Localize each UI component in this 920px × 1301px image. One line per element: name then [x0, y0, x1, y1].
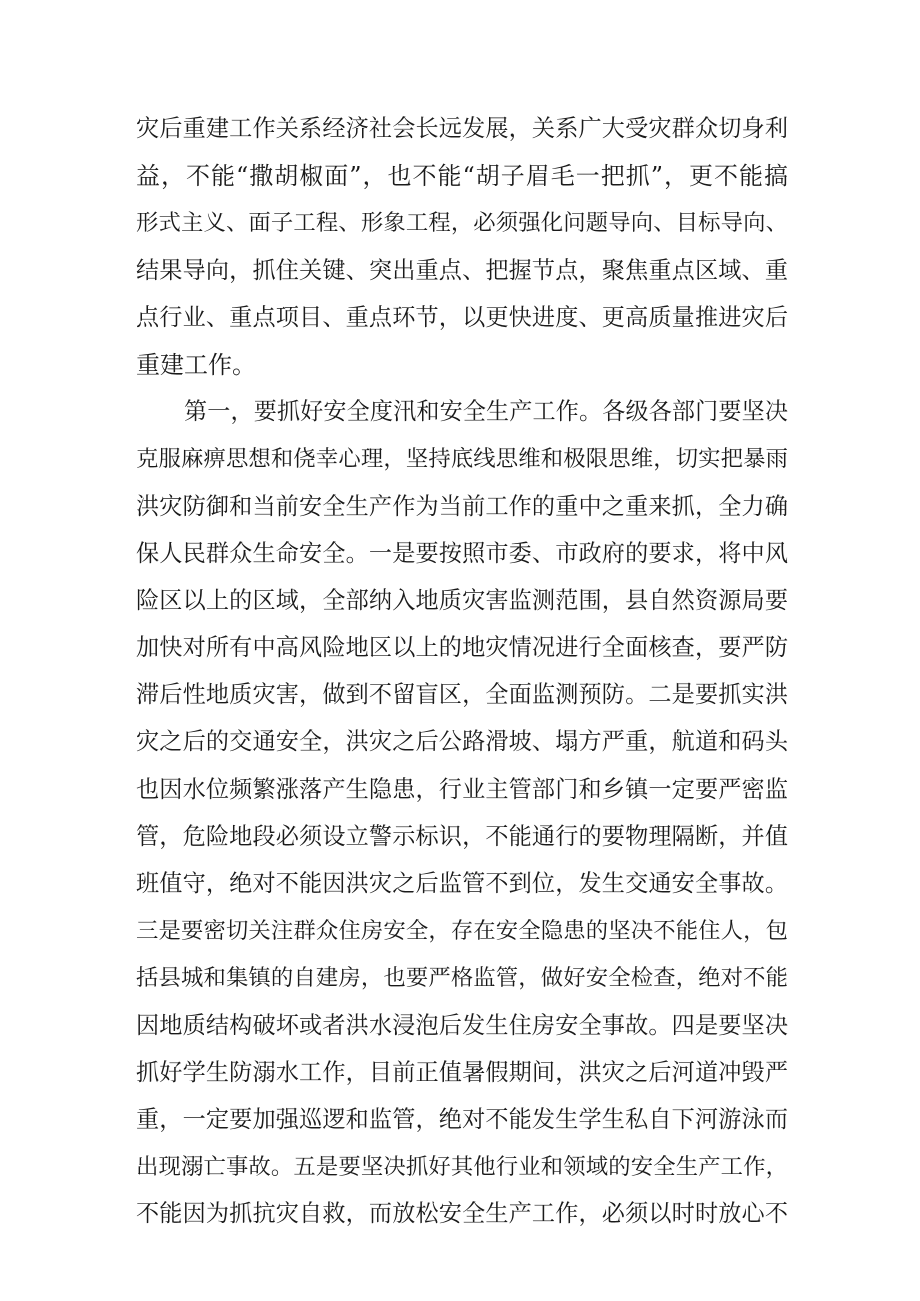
text-line: 洪灾防御和当前安全生产作为当前工作的重中之重来抓，全力确 — [136, 493, 788, 520]
text-line: 出现溺亡事故。五是要坚决抓好其他行业和领域的安全生产工作， — [136, 1154, 788, 1181]
text-line: 加快对所有中高风险地区以上的地灾情况进行全面核查，要严防 — [136, 635, 788, 662]
text-line: 灾后重建工作关系经济社会长远发展，关系广大受灾群众切身利 — [136, 116, 788, 142]
text-line: 结果导向，抓住关键、突出重点、把握节点，聚焦重点区域、重 — [136, 257, 788, 284]
text-line: 险区以上的区域，全部纳入地质灾害监测范围，县自然资源局要 — [136, 587, 788, 614]
text-line: 点行业、重点项目、重点环节，以更快进度、更高质量推进灾后 — [136, 304, 788, 331]
text-line: 三是要密切关注群众住房安全，存在安全隐患的坚决不能住人，包 — [136, 918, 788, 945]
text-line: 滞后性地质灾害，做到不留盲区，全面监测预防。二是要抓实洪 — [136, 682, 788, 709]
document-body — [136, 106, 788, 1239]
text-line: 益，不能“撒胡椒面”，也不能“胡子眉毛一把抓”，更不能搞 — [136, 162, 788, 191]
text-line: 重建工作。 — [136, 350, 256, 379]
text-line: 管，危险地段必须设立警示标识，不能通行的要物理隔断，并值 — [136, 823, 788, 850]
text-line: 克服麻痹思想和侥幸心理，坚持底线思维和极限思维，切实把暴雨 — [136, 446, 788, 473]
text-line: 重，一定要加强巡逻和监管，绝对不能发生学生私自下河游泳而 — [136, 1106, 788, 1133]
text-line: 抓好学生防溺水工作，目前正值暑假期间，洪灾之后河道冲毁严 — [136, 1059, 788, 1086]
text-line: 不能因为抓抗灾自救，而放松安全生产工作，必须以时时放心不 — [136, 1201, 788, 1228]
text-line: 第一，要抓好安全度汛和安全生产工作。各级各部门要坚决 — [184, 399, 788, 426]
paragraph-reconstruction-intro — [136, 106, 788, 389]
text-line: 灾之后的交通安全，洪灾之后公路滑坡、塌方严重，航道和码头 — [136, 729, 788, 756]
text-line: 保人民群众生命安全。一是要按照市委、市政府的要求，将中风 — [136, 540, 788, 567]
text-line: 也因水位频繁涨落产生隐患，行业主管部门和乡镇一定要严密监 — [136, 776, 788, 803]
text-line: 括县城和集镇的自建房，也要严格监管，做好安全检查，绝对不能 — [136, 965, 788, 992]
paragraph-safety-work — [136, 389, 788, 1238]
text-line: 因地质结构破坏或者洪水浸泡后发生住房安全事故。四是要坚决 — [136, 1012, 788, 1039]
text-line: 班值守，绝对不能因洪灾之后监管不到位，发生交通安全事故。 — [136, 871, 788, 897]
text-line: 形式主义、面子工程、形象工程，必须强化问题导向、目标导向、 — [136, 210, 788, 237]
